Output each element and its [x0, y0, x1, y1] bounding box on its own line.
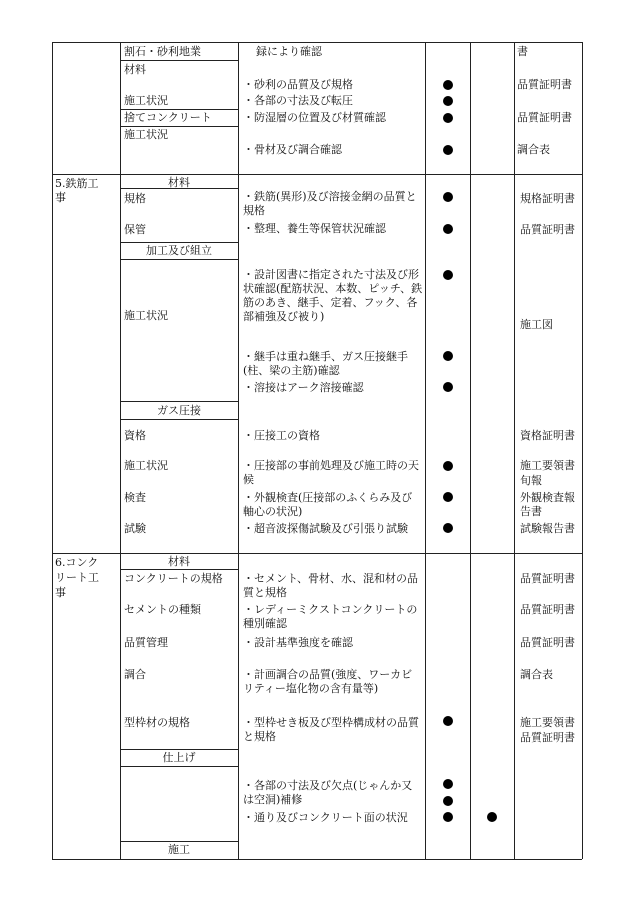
document-label: 品質証明書 [520, 223, 575, 236]
inspection-mark [443, 492, 453, 502]
inspection-mark [443, 716, 453, 726]
row-divider [120, 242, 238, 243]
row-divider [120, 419, 238, 420]
inspection-mark [443, 796, 453, 806]
document-label: 外観検査報告書 [520, 491, 575, 518]
check-item: ・各部の寸法及び転圧 [243, 94, 353, 107]
row-divider [120, 569, 238, 570]
check-item: ・継手は重ね継手、ガス圧接継手(柱、梁の主筋)確認 [243, 350, 408, 377]
row-label: 捨てコンクリート [124, 111, 212, 124]
table-border-bottom [52, 859, 582, 860]
row-label: 材料 [124, 63, 146, 76]
row-label: 施工状況 [124, 309, 168, 322]
row-divider [120, 766, 238, 767]
document-label: 品質証明書 [520, 572, 575, 585]
check-item: ・計画調合の品質(強度、ワーカビリティー塩化物の含有量等) [243, 668, 413, 695]
row-heading: 仕上げ [162, 751, 196, 764]
check-item: ・整理、養生等保管状況確認 [243, 222, 386, 235]
row-heading: ガス圧接 [157, 404, 201, 417]
inspection-mark [487, 812, 497, 822]
row-heading: 施工 [168, 843, 190, 856]
check-item: ・外観検査(圧接部のふくらみ及び軸心の状況) [243, 491, 413, 518]
section-title: 事 [55, 191, 66, 204]
table-border-top [52, 42, 582, 43]
column-divider [470, 42, 471, 859]
section-divider [52, 174, 582, 175]
document-label: 旬報 [520, 474, 542, 487]
document-label: 施工要領書 [520, 716, 575, 729]
section-title: 5.鉄筋工 [55, 177, 99, 190]
section-divider [52, 553, 582, 554]
check-item: ・各部の寸法及び欠点(じゃんか又は空洞)補修 [243, 779, 413, 806]
column-divider [238, 42, 239, 859]
inspection-mark [443, 145, 453, 155]
row-label: コンクリートの規格 [124, 572, 223, 585]
table-border-right [582, 42, 583, 859]
check-item: ・防湿層の位置及び材質確認 [243, 111, 386, 124]
inspection-mark [443, 80, 453, 90]
check-item: ・設計基準強度を確認 [243, 636, 353, 649]
column-divider [514, 42, 515, 859]
inspection-mark [443, 812, 453, 822]
row-divider [120, 259, 238, 260]
check-item: ・圧接工の資格 [243, 429, 320, 442]
row-divider [120, 401, 238, 402]
column-divider [120, 42, 121, 859]
document-label: 資格証明書 [520, 429, 575, 442]
row-label: 資格 [124, 429, 146, 442]
row-heading: 材料 [168, 176, 190, 189]
document-label: 規格証明書 [520, 192, 575, 205]
inspection-mark [443, 270, 453, 280]
document-label: 調合表 [520, 668, 553, 681]
row-label: 品質管理 [124, 636, 168, 649]
check-item: ・セメント、骨材、水、混和材の品質と規格 [243, 572, 419, 599]
row-heading: 材料 [168, 555, 190, 568]
check-item: ・圧接部の事前処理及び施工時の天候 [243, 459, 419, 486]
row-divider [120, 841, 238, 842]
inspection-mark [443, 461, 453, 471]
document-label: 品質証明書 [520, 603, 575, 616]
check-item: ・超音波探傷試験及び引張り試験 [243, 522, 408, 535]
row-label: 試験 [124, 522, 146, 535]
row-divider [120, 60, 238, 61]
row-label: 施工状況 [124, 128, 168, 141]
row-label: 施工状況 [124, 94, 168, 107]
inspection-mark [443, 351, 453, 361]
document-label: 調合表 [517, 143, 550, 156]
column-divider [425, 42, 426, 859]
row-label: 型枠材の規格 [124, 716, 190, 729]
row-divider [120, 109, 238, 110]
section-title: 6.コンク [55, 556, 99, 569]
section-title: 事 [55, 586, 66, 599]
row-label: 施工状況 [124, 459, 168, 472]
inspection-mark [443, 96, 453, 106]
row-divider [120, 749, 238, 750]
inspection-mark [443, 779, 453, 789]
document-label: 品質証明書 [520, 636, 575, 649]
row-heading: 加工及び組立 [146, 244, 212, 257]
inspection-mark [443, 523, 453, 533]
document-label: 施工要領書 [520, 459, 575, 472]
check-item: ・砂利の品質及び規格 [243, 78, 353, 91]
document-label: 品質証明書 [520, 731, 575, 744]
check-item: ・通り及びコンクリート面の状況 [243, 811, 408, 824]
row-label: セメントの種類 [124, 603, 201, 616]
row-label: 検査 [124, 491, 146, 504]
document-label: 試験報告書 [520, 522, 575, 535]
inspection-mark [443, 192, 453, 202]
row-label: 割石・砂利地業 [124, 45, 201, 58]
inspection-mark [443, 224, 453, 234]
check-item: ・溶接はアーク溶接確認 [243, 381, 364, 394]
section-title: リート工 [55, 571, 99, 584]
document-label: 品質証明書 [517, 111, 572, 124]
check-item: ・型枠せき板及び型枠構成材の品質と規格 [243, 716, 419, 743]
check-item: ・鉄筋(異形)及び溶接金網の品質と規格 [243, 190, 417, 217]
check-item: ・設計図書に指定された寸法及び形状確認(配筋状況、本数、ピッチ、鉄筋のあき、継手、定着、フック、各部補強及び被り) [243, 268, 423, 323]
table-border-left [52, 42, 53, 859]
check-item: ・レディーミクストコンクリートの種別確認 [243, 603, 418, 630]
row-label: 保管 [124, 223, 146, 236]
row-label: 調合 [124, 668, 146, 681]
inspection-mark [443, 113, 453, 123]
check-item: 録により確認 [256, 45, 322, 58]
row-label: 規格 [124, 192, 146, 205]
check-item: ・骨材及び調合確認 [243, 143, 342, 156]
document-label: 品質証明書 [517, 78, 572, 91]
row-divider [120, 126, 238, 127]
document-label: 書 [517, 45, 528, 58]
inspection-mark [443, 382, 453, 392]
document-label: 施工図 [520, 318, 553, 331]
